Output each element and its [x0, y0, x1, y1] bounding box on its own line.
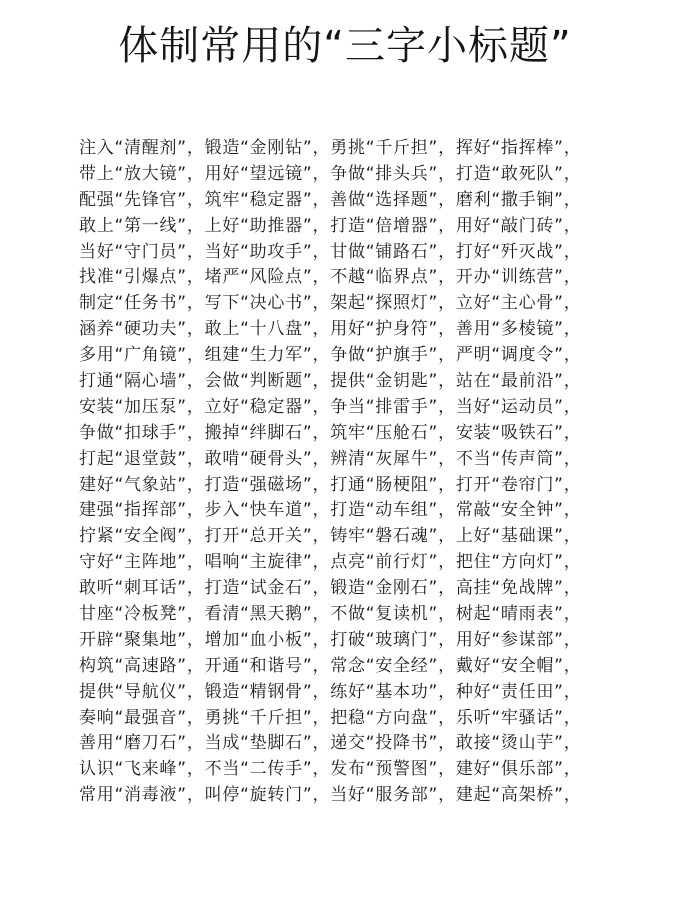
text-body — [79, 136, 679, 809]
text-line: 拧紧“安全阀”，打开“总开关”，铸牢“磐石魂”，上好“基础课”， — [79, 526, 582, 547]
text-line: 奏响“最强音”，勇挑“千斤担”，把稳“方向盘”，乐听“牢骚话”， — [79, 707, 582, 728]
page-title: 体制常用的“三字小标题” — [118, 23, 572, 69]
text-line: 敢听“刺耳话”，打造“试金石”，锻造“金刚石”，高挂“免战牌”， — [79, 578, 582, 599]
text-line: 善用“磨刀石”，当成“垫脚石”，递交“投降书”，敢接“烫山芋”， — [79, 733, 582, 754]
text-line: 开辟“聚集地”，增加“血小板”，打破“玻璃门”，用好“参谋部”， — [79, 629, 582, 650]
text-line: 带上“放大镜”，用好“望远镜”，争做“排头兵”，打造“敢死队”， — [79, 163, 582, 184]
text-line: 配强“先锋官”，筑牢“稳定器”，善做“选择题”，磨利“撒手锏”， — [79, 189, 582, 210]
text-line: 甘座“冷板凳”，看清“黑天鹅”，不做“复读机”，树起“晴雨表”， — [79, 604, 582, 625]
text-line: 认识“飞来峰”，不当“二传手”，发布“预警图”，建好“俱乐部”， — [79, 759, 582, 780]
text-line: 注入“清醒剂”，锻造“金刚钻”，勇挑“千斤担”，挥好“指挥棒”， — [79, 138, 582, 158]
text-line: 涵养“硬功夫”，敢上“十八盘”，用好“护身符”，善用“多棱镜”， — [79, 319, 582, 340]
text-line: 找准“引爆点”，堵严“风险点”，不越“临界点”，开办“训练营”， — [79, 267, 582, 288]
text-line: 打通“隔心墙”，会做“判断题”，提供“金钥匙”，站在“最前沿”， — [79, 371, 582, 392]
text-line: 当好“守门员”，当好“助攻手”，甘做“铺路石”，打好“歼灭战”， — [79, 241, 582, 262]
text-line: 提供“导航仪”，锻造“精钢骨”，练好“基本功”，种好“责任田”， — [79, 681, 582, 702]
text-line: 守好“主阵地”，唱响“主旋律”，点亮“前行灯”，把住“方向灯”， — [79, 552, 582, 573]
text-line: 敢上“第一线”，上好“助推器”，打造“倍增器”，用好“敲门砖”， — [79, 215, 582, 236]
text-line: 构筑“高速路”，开通“和谐号”，常念“安全经”，戴好“安全帽”， — [79, 655, 582, 676]
text-line: 常用“消毒液”，叫停“旋转门”，当好“服务部”，建起“高架桥”， — [79, 785, 582, 806]
text-line: 安装“加压泵”，立好“稳定器”，争当“排雷手”，当好“运动员”， — [79, 396, 582, 417]
text-line: 打起“退堂鼓”，敢啃“硬骨头”，辨清“灰犀牛”，不当“传声筒”， — [79, 448, 582, 469]
text-line: 建好“气象站”，打造“强磁场”，打通“肠梗阻”，打开“卷帘门”， — [79, 474, 582, 495]
text-line: 建强“指挥部”，步入“快车道”，打造“动车组”，常敲“安全钟”， — [79, 500, 582, 521]
text-line: 制定“任务书”，写下“决心书”，架起“探照灯”，立好“主心骨”， — [79, 293, 582, 314]
text-line: 多用“广角镜”，组建“生力军”，争做“护旗手”，严明“调度令”， — [79, 345, 582, 366]
text-line: 争做“扣球手”，搬掉“绊脚石”，筑牢“压舱石”，安装“吸铁石”， — [79, 422, 582, 443]
